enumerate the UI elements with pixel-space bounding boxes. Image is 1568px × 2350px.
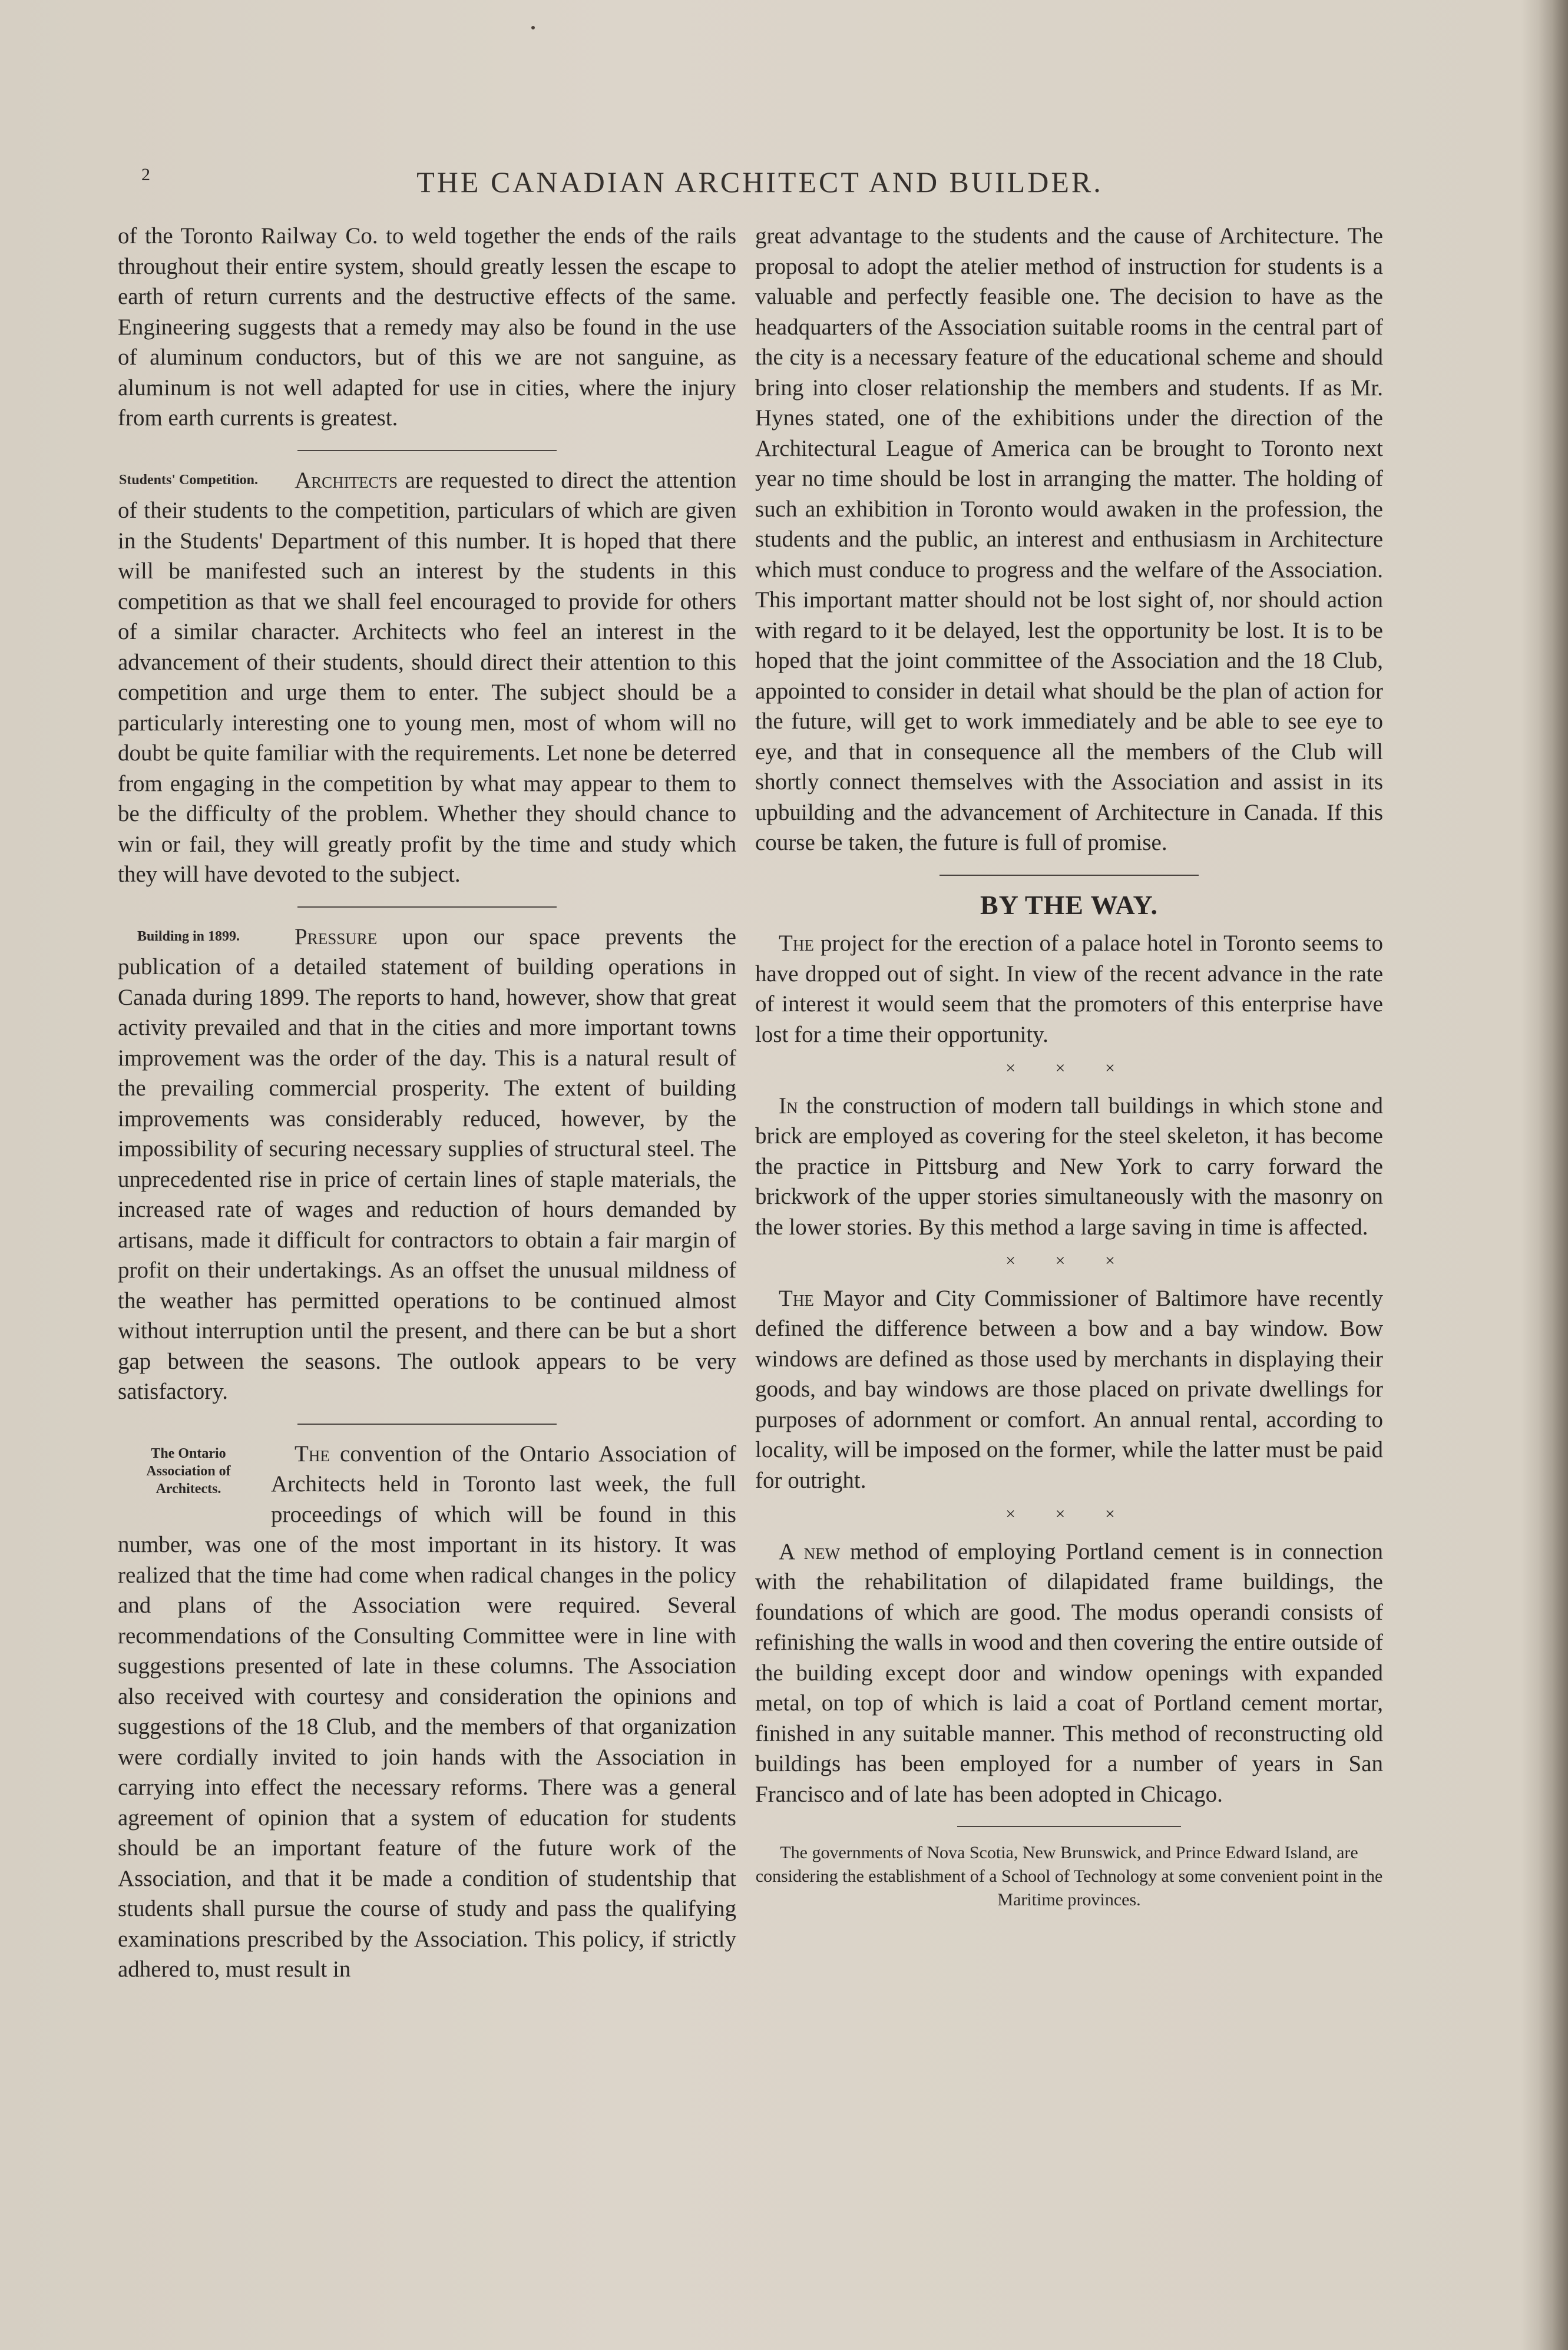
paragraph-text: upon our space prevents the publication of a detailed statement of building operations in Canada during 1899. The reports to hand, however, show that great activity prevailed and that in the cities and more important towns improvement was the order of the day. This is a natural result of the prevailing commercial prosperity. The extent of building improvements was considerably reduced, however, by the impossibility of securing necessary supplies of structural steel. The unprecedented rise in price of certain lines of staple materials, the increased rate of wages and reduction of hours demanded by artisans, made it difficult for contractors to obtain a fair margin of profit on their undertakings. As an offset the unusual mildness of the weather has permitted operations to be continued almost without interruption until the present, and there can be but a short gap between the seasons. The outlook appears to be very satisfactory.: [118, 924, 736, 1404]
page-number: 2: [141, 165, 150, 184]
item-separator: × × ×: [1005, 1058, 1133, 1078]
building-1899-section: [118, 922, 736, 1407]
paragraph-text: are requested to direct the attention of their students to the competition, particulars of which are given in the Students' Department of this number. It is hoped that there will be manifested such an interest by the students in this competition as that we shall feel encouraged to provide for others of a similar character. Architects who feel an interest in the advancement of their students, should direct their attention to this competition and urge them to enter. The subject should be a particularly interesting one to young men, most of whom will no doubt be quite familiar with the requirements. Let none be deterred from engaging in the competition by what may appear to them to be the difficulty of the problem. Whether they should chance to win or fail, they will greatly profit by the time and study which they will have devoted to the subject.: [118, 467, 736, 887]
right-column: [755, 221, 1383, 1912]
paper-speck: [531, 26, 535, 29]
by-the-way-item-1: [755, 928, 1383, 1050]
students-competition-paragraph: [118, 465, 736, 890]
intro-paragraph: of the Toronto Railway Co. to weld together the ends of the rails throughout their entire system, should greatly lessen the escape to earth of return currents and the destructive effects of the same. Engineering suggests that a remedy may also be found in the use of aluminum conductors, but of this we are not sanguine, as aluminum is not well adapted for use in cities, where the injury from earth currents is greatest.: [118, 223, 736, 431]
lead-word: In: [779, 1093, 798, 1118]
by-the-way-item-2: [755, 1091, 1383, 1243]
by-the-way-item-4: [755, 1537, 1383, 1810]
paragraph-text: method of employing Portland cement is in connection with the rehabilitation of dilapidated frame buildings, the foundations of which are good. The modus operandi consists of refinishing the walls in wood and then covering the entire outside of the building except door and window openings with expanded metal, on top of which is laid a coat of Portland cement mortar, finished in any suitable manner. This method of reconstructing old buildings has been employed for a number of years in San Francisco and of late has been adopted in Chicago.: [755, 1538, 1383, 1807]
by-the-way-item-3: [755, 1283, 1383, 1496]
lead-word: A new: [779, 1538, 841, 1564]
students-competition-section: [118, 465, 736, 890]
footnote-maritime-school: The governments of Nova Scotia, New Brunswick, and Prince Edward Island, are considering the establishment of a School of Technology at some convenient point in the Maritime provinces.: [755, 1843, 1383, 1909]
sidenote-building-1899: Building in 1899.: [137, 928, 240, 944]
paragraph-text: the construction of modern tall buildings in which stone and brick are employed as covering for the steel skeleton, it has become the practice in Pittsburg and New York to carry forward the brickwork of the upper stories simultaneously with the masonry on the lower stories. By this method a large saving in time is affected.: [755, 1093, 1383, 1240]
continuation-paragraph: great advantage to the students and the cause of Architecture. The proposal to adopt the atelier method of instruction for students is a valuable and perfectly feasible one. The decision to have as the headquarters of the Association suitable rooms in the central part of the city is a necessary feature of the educational scheme and should bring into closer relationship the members and students. If as Mr. Hynes stated, one of the exhibitions under the direction of the Architectural League of America can be brought to Toronto next year no time should be lost in arranging the matter. The holding of such an exhibition in Toronto would awaken in the profession, the students and the public, an interest and enthusiasm in Architecture which must conduce to progress and the welfare of the Association. This important matter should not be lost sight of, nor should action with regard to it be delayed, lest the opportunity be lost. It is to be hoped that the joint committee of the Association and the 18 Club, appointed to consider in detail what should be the plan of action for the future, will get to work immediately and be able to see eye to eye, and that in consequence all the members of the Club will shortly connect themselves with the Association and assist in its upbuilding and the advancement of Architecture in Canada. If this course be taken, the future is full of promise.: [755, 223, 1383, 855]
lead-word: Pressure: [295, 924, 378, 949]
running-head: THE CANADIAN ARCHITECT AND BUILDER.: [416, 166, 1103, 198]
lead-word: The: [779, 1285, 814, 1311]
paragraph-text: convention of the Ontario Association of Architects held in Toronto last week, the full proceedings of which will be found in this number, was one of the most important in its history. It was realized that the time had come when radical changes in the policy and plans of the Association were required. Several recommendations of the Consulting Committee were in line with suggestions presented of late in these columns. The Association also received with courtesy and consideration the opinions and suggestions of the 18 Club, and the members of that organization were cordially invited to join hands with the Association in carrying into effect the necessary reforms. There was a general agreement of opinion that a system of education for students should be an important feature of the future work of the Association, and that it be made a condition of studentship that students shall pursue the course of study and pass the qualifying examinations prescribed by the Association. This policy, if strictly adhered to, must result in: [118, 1441, 736, 1982]
lead-word: The: [295, 1441, 330, 1467]
ontario-association-paragraph: [118, 1439, 736, 1985]
section-divider: [957, 1826, 1181, 1827]
item-separator: × × ×: [1005, 1251, 1133, 1270]
paragraph-text: Mayor and City Commissioner of Baltimore have recently defined the difference between a bow and a bay window. Bow windows are defined as those used by merchants in displaying their goods, and bay windows are those placed on private dwellings for purposes of adornment or comfort. An annual rental, according to locality, will be imposed on the former, while the latter must be paid for outright.: [755, 1285, 1383, 1493]
paragraph-text: project for the erection of a palace hotel in Toronto seems to have dropped out of sight. In view of the recent advance in the rate of interest it would seem that the promoters of this enterprise have lost for a time their opportunity.: [755, 931, 1383, 1047]
sidenote-ontario-association: The Ontario Association of Architects.: [146, 1445, 231, 1497]
ontario-association-section: [118, 1439, 736, 1985]
item-separator: × × ×: [1005, 1504, 1133, 1524]
lead-word: The: [779, 931, 814, 956]
lead-word: Architects: [295, 467, 398, 493]
section-divider: [297, 1424, 557, 1425]
section-divider: [940, 875, 1199, 876]
building-1899-paragraph: [118, 922, 736, 1407]
section-divider: [297, 906, 557, 908]
by-the-way-title: BY THE WAY.: [980, 889, 1159, 920]
left-column: [118, 221, 736, 1985]
page-edge-shadow: [1539, 0, 1568, 2350]
sidenote-students-competition: Students' Competition.: [118, 472, 259, 488]
section-divider: [297, 450, 557, 451]
